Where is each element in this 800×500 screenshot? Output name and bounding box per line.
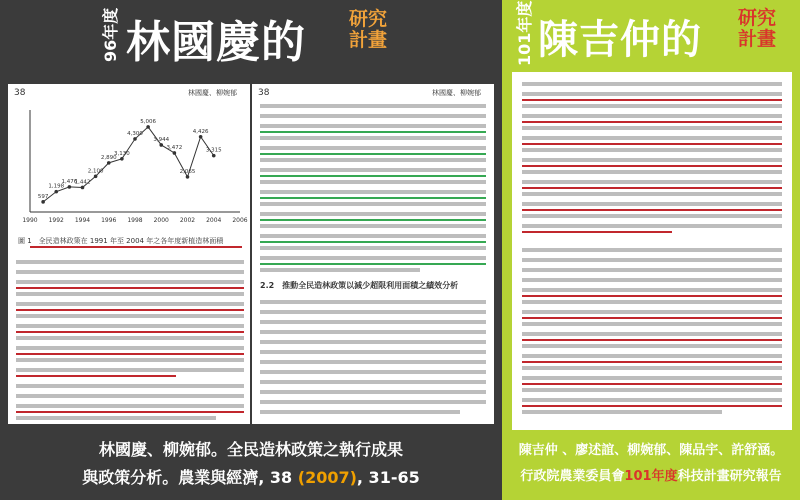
paper-page-left	[8, 84, 250, 424]
running-head-right: 林國慶、柳婉郁	[432, 89, 481, 97]
section-heading: 2.2 推動全民造林政策以減少超限利用面積之績效分析	[260, 281, 459, 290]
right-citation-year: 101年度	[624, 469, 678, 484]
data-point	[212, 154, 216, 158]
data-label: 3,472	[166, 144, 183, 151]
right-tag-line1: 研究	[737, 7, 776, 29]
data-label: 2,100	[87, 168, 104, 175]
data-label: 1,442	[74, 179, 91, 186]
left-citation-line1: 林國慶、柳婉郁。全民造林政策之執行成果	[98, 440, 403, 459]
data-label: 4,300	[127, 130, 143, 137]
data-point	[146, 125, 150, 129]
page-number-left: 38	[14, 88, 26, 98]
data-point	[199, 135, 203, 139]
data-point	[54, 190, 58, 194]
x-tick-label: 1990	[22, 217, 38, 224]
x-tick-label: 1996	[101, 217, 117, 224]
left-tag-line2: 計畫	[348, 29, 387, 51]
data-label: 597	[37, 193, 49, 200]
data-label: 3,944	[153, 136, 170, 143]
x-tick-label: 1992	[48, 217, 64, 224]
planting-area-chart	[8, 100, 250, 230]
data-point	[94, 175, 98, 179]
data-label: 2,065	[179, 168, 196, 175]
right-year-label: 101年度	[515, 0, 534, 66]
highlight-line	[30, 246, 242, 248]
data-point	[186, 175, 190, 179]
page-number-right: 38	[258, 88, 270, 98]
data-label: 1,476	[61, 178, 78, 185]
x-tick-label: 1994	[74, 217, 91, 224]
right-panel	[502, 0, 800, 500]
data-point	[107, 161, 111, 165]
right-citation-line2: 行政院農業委員會101年度科技計畫研究報告	[520, 469, 782, 484]
right-title: 陳吉仲的	[538, 17, 702, 63]
x-tick-label: 1998	[127, 217, 143, 224]
report-page	[512, 72, 792, 430]
right-tag	[734, 8, 780, 50]
data-label: 3,130	[114, 150, 130, 157]
left-tag	[345, 9, 391, 51]
x-tick-label: 2002	[179, 217, 196, 224]
running-head-left: 林國慶、柳婉郁	[188, 89, 237, 97]
left-title: 林國慶的	[126, 17, 306, 68]
x-tick-label: 2006	[232, 217, 248, 224]
left-citation-year: (2007)	[297, 468, 357, 487]
data-label: 2,890	[100, 154, 117, 161]
data-point	[81, 186, 85, 190]
left-citation-line2: 與政策分析。農業與經濟, 38 (2007), 31-65	[82, 468, 420, 487]
data-point	[159, 143, 163, 147]
series-line	[43, 127, 214, 202]
data-label: 4,426	[192, 128, 209, 135]
chart-caption: 圖 1 全民造林政策在 1991 年至 2004 年之各年度新植造林面積	[18, 237, 224, 245]
paper-page-right	[252, 84, 494, 424]
data-point	[173, 151, 177, 155]
data-point	[41, 200, 45, 204]
left-title-bar	[0, 0, 502, 68]
data-point	[133, 137, 137, 141]
data-label: 3,315	[205, 147, 222, 154]
right-tag-line2: 計畫	[737, 28, 776, 50]
data-label: 1,198	[48, 183, 65, 190]
right-citation	[502, 438, 800, 490]
left-year-label: 96年度	[101, 7, 120, 62]
left-tag-line1: 研究	[348, 8, 387, 30]
data-point	[120, 157, 124, 161]
x-tick-label: 2004	[206, 217, 222, 224]
left-citation	[0, 436, 502, 492]
data-point	[68, 185, 72, 189]
right-citation-line1: 陳吉仲 、廖述誼、柳婉郁、陳品宇、許舒涵。	[518, 443, 784, 458]
x-tick-label: 2000	[153, 217, 169, 224]
data-label: 5,006	[140, 118, 156, 125]
